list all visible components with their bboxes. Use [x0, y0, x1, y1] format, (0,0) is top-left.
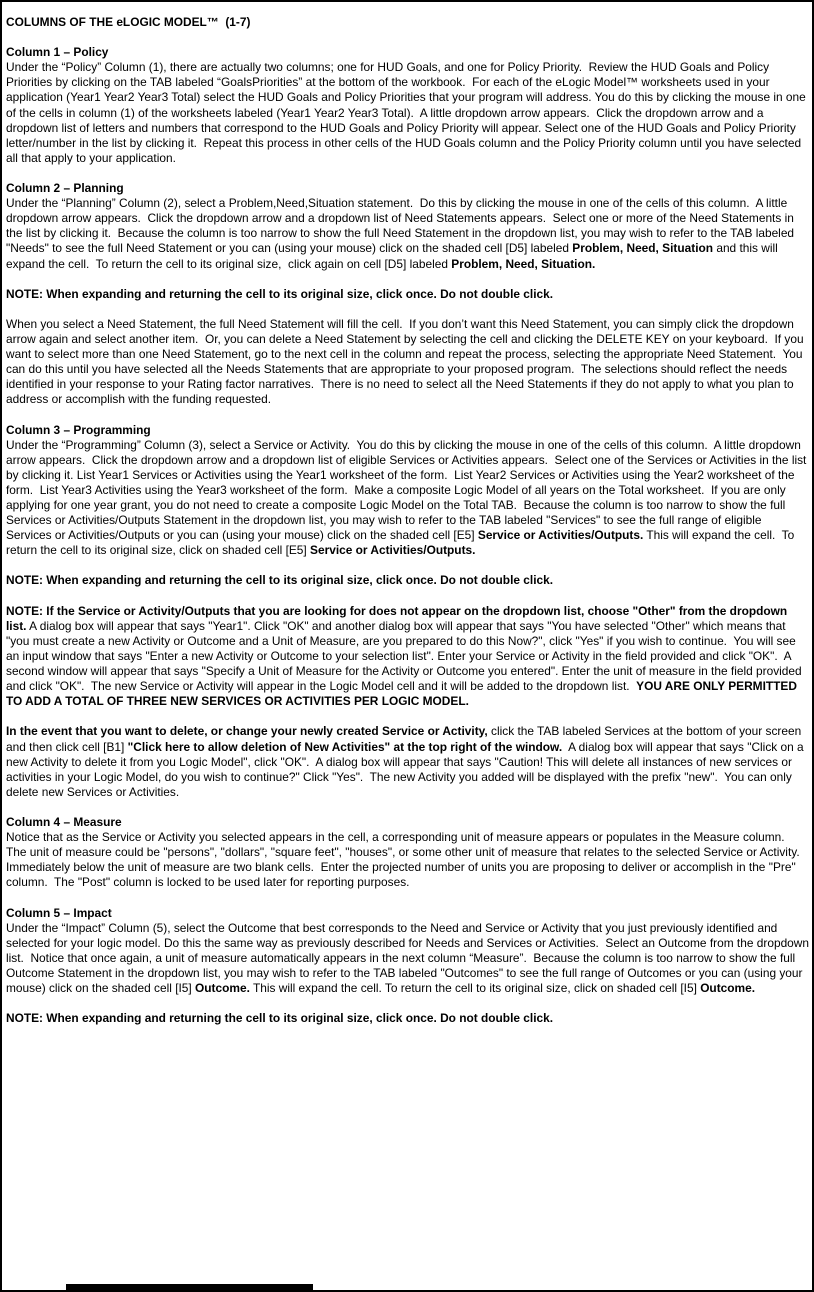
- text-run: Service or Activities/Outputs.: [477, 528, 644, 543]
- column-5-heading: [6, 906, 809, 921]
- text-run: A dialog box will appear that says "Click on a new Activity to delete it from you Logic Model", click "OK". A dialog box will appear that says "Caution! This will delete all instances of new services or activities in your Logic Model, do you wish to continue?" Click "Yes". The new Activity you added will be displayed with the prefix "new". You can only delete new Services or Activities.: [6, 739, 807, 799]
- note-expand-1: [6, 287, 809, 302]
- text-run: This will expand the cell. To return the cell to its original size, click on shaded cell [I5]: [249, 981, 701, 995]
- column-1-heading: [6, 45, 809, 60]
- text-run: Problem, Need, Situation: [572, 241, 714, 256]
- text-run: NOTE: When expanding and returning the cell to its original size, click once. Do not double click.: [6, 286, 554, 301]
- text-run: When you select a Need Statement, the full Need Statement will fill the cell. If you don’t want this Need Statement, you can simply click the dropdown arrow again and select another item. Or, you can delete a Need Statement by selecting the cell and clicking the DELETE KEY on your keyboard. If you want to select more than one Need Statement, go to the next cell in the column and repeat the process, selecting the appropriate Need Statement. You can do this until you have selected all the Needs Statements that are appropriate to your proposed program. The selections should reflect the needs identified in your response to your Rating factor narratives. There is no need to select all the Need Statements if they do not apply to what you plan to address or accomplish with the funding requested.: [6, 316, 807, 407]
- delete-activity-body: [6, 724, 809, 799]
- column-4-heading: [6, 815, 809, 830]
- text-run: Outcome.: [195, 981, 250, 995]
- column-2-body: [6, 196, 809, 271]
- text-run: click the TAB labeled Services at the bottom of your screen and then click cell [B1]: [6, 724, 805, 754]
- text-run: "Click here to allow deletion of New Activities" at the top right of the window.: [127, 739, 563, 754]
- page-title: COLUMNS OF THE eLOGIC MODEL™ (1-7): [6, 15, 251, 29]
- note-other-option: [6, 604, 809, 710]
- column-3-heading: [6, 423, 809, 438]
- text-run: NOTE: If the Service or Activity/Outputs that you are looking for does not appear on the dropdown list, choose "Other" from the dropdown list.: [6, 603, 791, 633]
- text-run: Column 1 – Policy: [6, 45, 109, 60]
- text-run: Column 2 – Planning: [6, 181, 124, 196]
- text-run: Under the “Programming” Column (3), select a Service or Activity. You do this by clicking the mouse in one of the cells of this column. A little dropdown arrow appears. Click the dropdown arrow and a dropdown list of eligible Services or Activities appears. Select one of the Services or Activities in the list by clicking it. List Year1 Services or Activities using the Year1 worksheet of the form. List Year2 Services or Activities using the Year2 worksheet of the form. List Year3 Activities using the Year3 worksheet of the form. Make a composite Logic Model of all years on the Total worksheet. If you are only applying for one year grant, you do not need to create a composite Logic Model on the Total TAB. Because the column is too narrow to show the full Services or Activities/Outputs Statement in the dropdown list, you may wish to refer to the TAB labeled "Services" to see the full range of eligible Services or Activities/Outputs or you can (using your mouse) click on the shaded cell [E5]: [6, 437, 810, 543]
- text-run: YOU ARE ONLY PERMITTED TO ADD A TOTAL OF THREE NEW SERVICES OR ACTIVITIES PER LOGIC MODEL.: [6, 679, 801, 709]
- column-5-body: [6, 920, 813, 996]
- text-run: Under the “Impact” Column (5), select the Outcome that best corresponds to the Need and Service or Activity that you just previously identified and selected for your logic model. Do this the same way as previously described for Needs and Services or Activities. Select an Outcome from the dropdown list. Notice that once again, a unit of measure automatically appears in the next column “Measure”. Because the column is too narrow to show the full Outcome Statement in the dropdown list, you may wish to refer to the TAB labeled "Outcomes" to see the full range of Outcomes or you can (using your mouse) click on the shaded cell [I5]: [6, 920, 813, 995]
- document-content: [2, 2, 812, 1026]
- text-run: Notice that as the Service or Activity you selected appears in the cell, a corresponding unit of measure appears or populates in the Measure column. The unit of measure could be "persons", "dollars", "square feet", "houses", or some other unit of measure that relates to the selected Service or Activity. Immediately below the unit of measure are two blank cells. Enter the projected number of units you are proposing to deliver or accomplish in the "Pre" column. The "Post" column is locked to be used later for reporting purposes.: [6, 830, 807, 890]
- text-run: Service or Activities/Outputs.: [310, 543, 476, 558]
- column-4-body: [6, 830, 809, 890]
- text-run: and this will expand the cell. To return the cell to its original size, click again on cell [D5] labeled: [6, 241, 782, 271]
- text-run: Column 4 – Measure: [6, 814, 122, 829]
- text-run: Under the “Policy” Column (1), there are actually two columns; one for HUD Goals, and one for Policy Priority. Review the HUD Goals and Policy Priorities by clicking on the TAB labeled “GoalsPriorities” at the bottom of the workbook. For each of the eLogic Model™ worksheets used in your application (Year1 Year2 Year3 Total) select the HUD Goals and Policy Priorities that your program will address. You do this by clicking the mouse in one of the cells in column (1) of the worksheets labeled (Year1 Year2 Year3 Total). A little dropdown arrow appears. Click the dropdown arrow and a dropdown list of letters and numbers that correspond to the HUD Goals and Policy Priority will appear. Select one of the HUD Goals and Policy Priority letter/number in the list by clicking it. Repeat this process in other cells of the HUD Goals column and the Policy Priority column until you have selected all that apply to your application.: [6, 60, 810, 165]
- text-run: This will expand the cell. To return the cell to its original size, click on shaded cell [E5]: [6, 528, 798, 558]
- need-statement-body: [6, 317, 809, 408]
- text-run: Under the “Planning” Column (2), select a Problem,Need,Situation statement. Do this by clicking the mouse in one of the cells of this column. A little dropdown arrow appears. Click the dropdown arrow and a dropdown list of Need Statements appears. Select one or more of the Need Statements in the list by clicking it. Because the column is too narrow to show the full Need Statement in the dropdown list, you may wish to refer to the TAB labeled "Needs" to see the full Need Statement or you can (using your mouse) click on the shaded cell [D5] labeled: [6, 196, 798, 256]
- note-expand-3: [6, 1011, 809, 1026]
- text-run: In the event that you want to delete, or change your newly created Service or Activity,: [6, 724, 492, 739]
- text-run: NOTE: When expanding and returning the cell to its original size, click once. Do not double click.: [6, 1011, 554, 1026]
- text-run: Column 3 – Programming: [6, 422, 151, 437]
- note-expand-2: [6, 573, 809, 588]
- text-run: Column 5 – Impact: [6, 905, 112, 920]
- column-1-body: [6, 60, 809, 166]
- column-2-heading: [6, 181, 809, 196]
- column-3-body: [6, 438, 809, 559]
- document-body: [6, 45, 813, 1026]
- text-run: A dialog box will appear that says "Year1". Click "OK" and another dialog box will appear that says "You have selected "Other" which means that "you must create a new Activity or Outcome and a Unit of Measure, are you prepared to do this Now?", click "Yes" if you wish to continue. You will see an input window that says "Enter a new Activity or Outcome to your selection list". Enter your Service or Activity in the field provided and click "OK". A second window will appear that says "Specify a Unit of Measure for the Activity or Outcome you entered". Enter the unit of measure in the field provided and click "OK". The new Service or Activity will appear in the Logic Model cell and it will be added to the dropdown list.: [6, 618, 805, 694]
- text-run: Problem, Need, Situation.: [451, 256, 596, 271]
- text-run: NOTE: When expanding and returning the cell to its original size, click once. Do not double click.: [6, 573, 554, 588]
- bottom-black-bar: [66, 1284, 313, 1290]
- text-run: Outcome.: [700, 981, 756, 995]
